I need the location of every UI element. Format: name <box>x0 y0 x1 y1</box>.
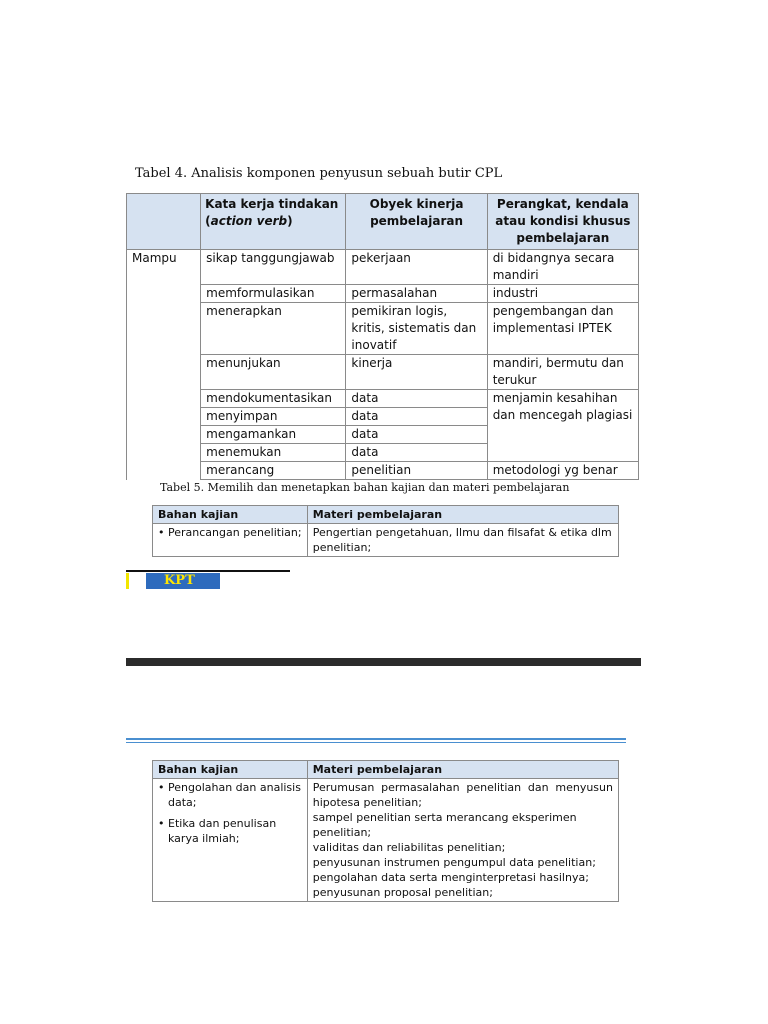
table-row <box>127 250 639 285</box>
subject-cell: Mampu <box>127 250 201 480</box>
kpt-label: KPT <box>146 573 220 589</box>
condition-cell: di bidangnya secara mandiri <box>487 250 638 285</box>
object-cell: permasalahan <box>346 285 487 303</box>
condition-cell: industri <box>487 285 638 303</box>
object-cell: pekerjaan <box>346 250 487 285</box>
condition-cell: pengembangan dan implementasi IPTEK <box>487 303 638 355</box>
header-materi: Materi pembelajaran <box>307 506 618 524</box>
bullet-icon: • <box>158 781 165 794</box>
study-material-table <box>152 505 619 557</box>
list-item <box>158 816 302 846</box>
materi-cell: Pengertian pengetahuan, Ilmu dan filsafat & etika dlm penelitian; <box>307 524 618 557</box>
object-cell: data <box>346 444 487 462</box>
header-paren-close: ) <box>287 214 293 228</box>
list-item-text: Perancangan penelitian; <box>168 526 302 539</box>
object-cell: data <box>346 390 487 408</box>
list-item-text: Pengolahan dan analisis data; <box>168 781 301 809</box>
bullet-icon: • <box>158 817 165 830</box>
header-bahan-kajian: Bahan kajian <box>153 506 308 524</box>
materi-line: penyusunan instrumen pengumpul data penelitian; <box>312 856 596 869</box>
verb-cell: merancang <box>201 462 346 480</box>
kpt-yellow-marker <box>126 573 129 589</box>
verb-cell: menunjukan <box>201 355 346 390</box>
verb-cell: sikap tanggungjawab <box>201 250 346 285</box>
verb-cell: mengamankan <box>201 426 346 444</box>
header-condition: Perangkat, kendala atau kondisi khusus pembelajaran <box>487 194 638 250</box>
materi-line: penyusunan proposal penelitian; <box>312 886 493 899</box>
header-bahan-kajian: Bahan kajian <box>153 761 308 779</box>
materi-cell <box>307 779 618 902</box>
condition-cell: mandiri, bermutu dan terukur <box>487 355 638 390</box>
table-header-row <box>153 506 619 524</box>
materi-line: validitas dan reliabilitas penelitian; <box>312 841 506 854</box>
header-action-verb <box>201 194 346 250</box>
list-item <box>158 780 302 810</box>
header-paren-open: ( <box>205 214 211 228</box>
materi-line: Perumusan permasalahan penelitian dan menyusun hipotesa penelitian; <box>312 781 613 809</box>
bahan-kajian-cell <box>153 524 308 557</box>
table-header-row <box>127 194 639 250</box>
header-object: Obyek kinerja pembelajaran <box>346 194 487 250</box>
table-row <box>127 355 639 390</box>
bullet-icon: • <box>158 526 165 539</box>
table-row <box>127 285 639 303</box>
table5-caption: Tabel 5. Memilih dan menetapkan bahan kajian dan materi pembelajaran <box>160 481 570 494</box>
verb-cell: menerapkan <box>201 303 346 355</box>
verb-cell: menemukan <box>201 444 346 462</box>
kpt-divider <box>126 570 290 572</box>
table-row <box>127 462 639 480</box>
list-item <box>158 525 302 540</box>
table4-caption: Tabel 4. Analisis komponen penyusun sebuah butir CPL <box>135 166 503 181</box>
materi-line: pengolahan data serta menginterpretasi hasilnya; <box>312 871 589 884</box>
blue-rule-thick <box>126 738 626 740</box>
object-cell: data <box>346 426 487 444</box>
table-row <box>153 524 619 557</box>
merged-condition-cell: menjamin kesahihan dan mencegah plagiasi <box>487 390 638 462</box>
verb-cell: memformulasikan <box>201 285 346 303</box>
cpl-analysis-table <box>126 193 639 480</box>
blue-rule-thin <box>126 742 626 743</box>
materi-line: sampel penelitian serta merancang eksperimen penelitian; <box>312 811 577 839</box>
header-action-verb-italic: action verb <box>210 214 288 228</box>
list-item-text: Etika dan penulisan karya ilmiah; <box>168 817 277 845</box>
dark-divider-bar <box>126 658 641 666</box>
header-empty-cell <box>127 194 201 250</box>
study-material-table-2 <box>152 760 619 902</box>
verb-cell: menyimpan <box>201 408 346 426</box>
condition-cell: metodologi yg benar <box>487 462 638 480</box>
header-materi: Materi pembelajaran <box>307 761 618 779</box>
verb-cell: mendokumentasikan <box>201 390 346 408</box>
bahan-kajian-cell <box>153 779 308 902</box>
object-cell: data <box>346 408 487 426</box>
table-row <box>127 303 639 355</box>
table-row <box>127 390 639 408</box>
header-action-verb-line1: Kata kerja tindakan <box>205 197 339 211</box>
object-cell: kinerja <box>346 355 487 390</box>
object-cell: penelitian <box>346 462 487 480</box>
object-cell: pemikiran logis, kritis, sistematis dan inovatif <box>346 303 487 355</box>
table-header-row <box>153 761 619 779</box>
table-row <box>153 779 619 902</box>
